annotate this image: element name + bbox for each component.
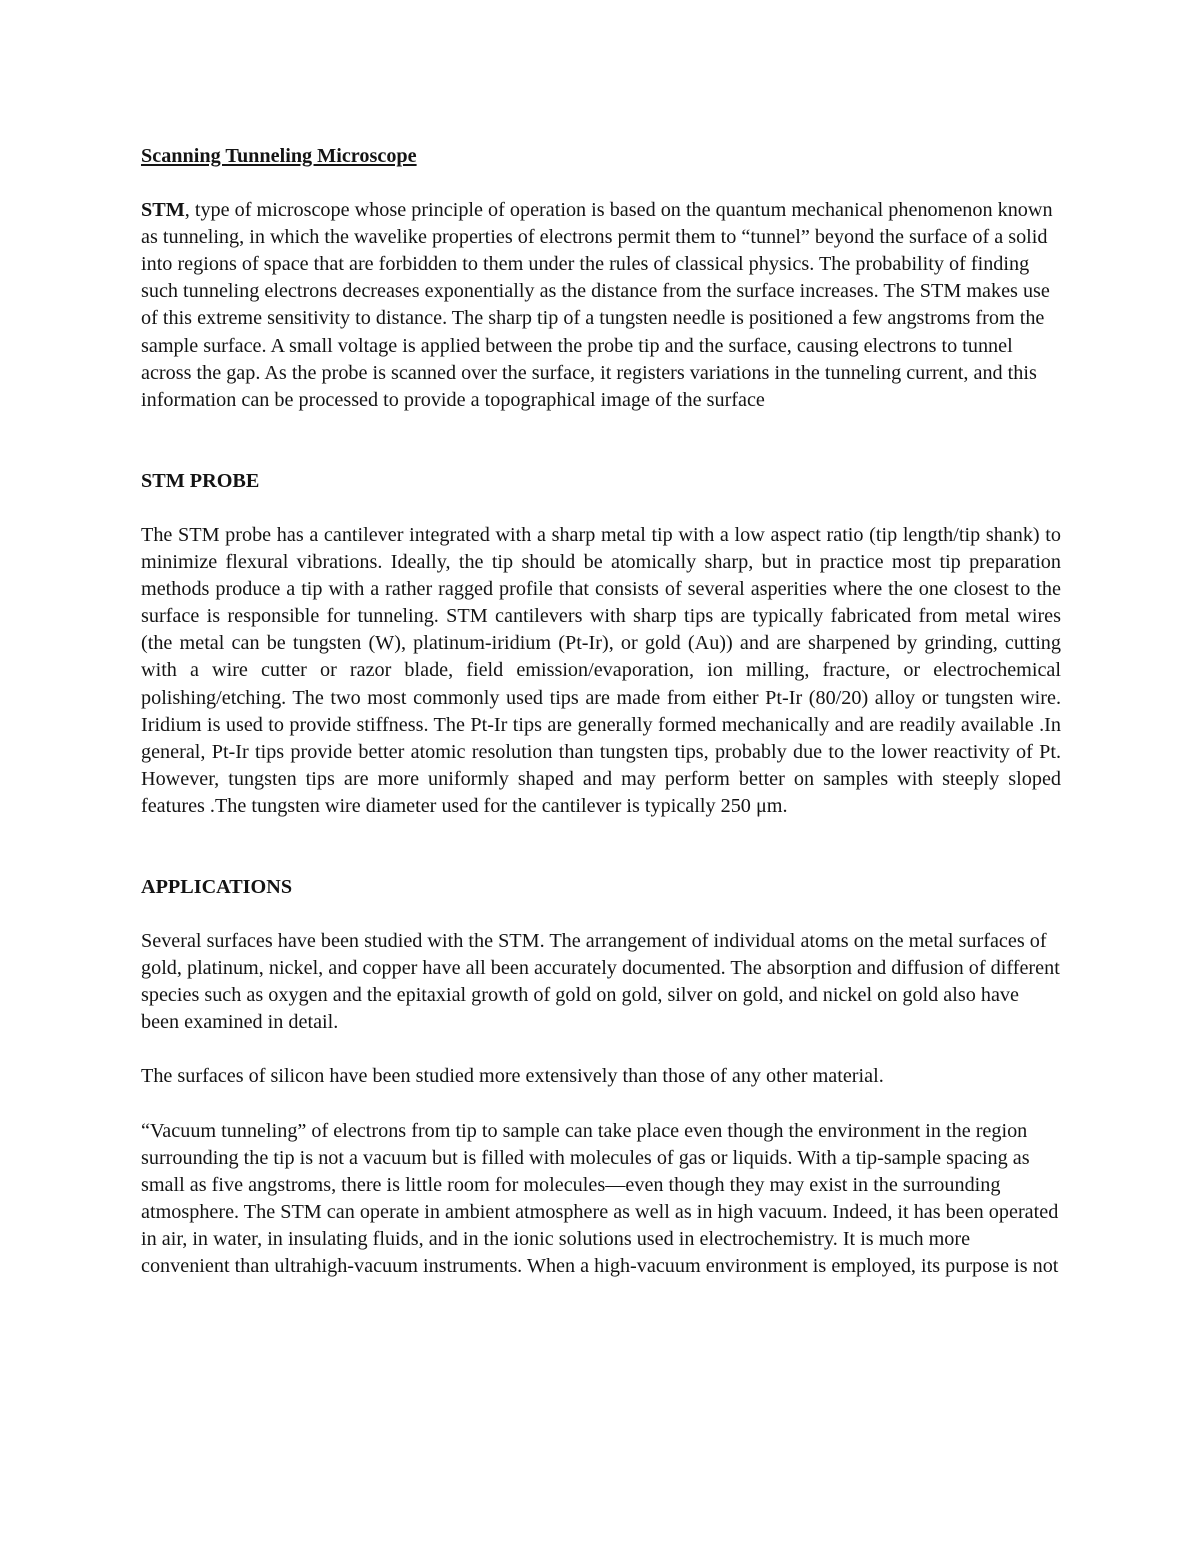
spacer [141,495,1061,522]
section-heading-applications: APPLICATIONS [141,875,293,898]
intro-paragraph [141,197,1061,414]
intro-text: , type of microscope whose principle of operation is based on the quantum mechanical phenomenon known as tunneling, in which the wavelike properties of electrons permit them to “tunnel” beyond the surface of a solid into regions of space that are forbidden to them under the rules of classical physics. The probability of finding such tunneling electrons decreases exponentially as the distance from the surface increases. The STM makes use of this extreme sensitivity to distance. The sharp tip of a tungsten needle is positioned a few angstroms from the sample surface. A small voltage is applied between the probe tip and the surface, causing electrons to tunnel across the gap. As the probe is scanned over the surface, it registers variations in the tunneling current, and this information can be processed to provide a topographical image of the surface [141,199,1053,411]
probe-paragraph: The STM probe has a cantilever integrated with a sharp metal tip with a low aspect ratio (tip length/tip shank) to minimize flexural vibrations. Ideally, the tip should be atomically sharp, but in practice most tip preparation methods produce a tip with a rather ragged profile that consists of several asperities where the one closest to the surface is responsible for tunneling. STM cantilevers with sharp tips are typically fabricated from metal wires (the metal can be tungsten (W), platinum-iridium (Pt-Ir), or gold (Au)) and are sharpened by grinding, cutting with a wire cutter or razor blade, field emission/evaporation, ion milling, fracture, or electrochemical polishing/etching. The two most commonly used tips are made from either Pt-Ir (80/20) alloy or tungsten wire. Iridium is used to provide stiffness. The Pt-Ir tips are generally formed mechanically and are readily available .In general, Pt-Ir tips provide better atomic resolution than tungsten tips, probably due to the lower reactivity of Pt. However, tungsten tips are more uniformly shaped and may perform better on samples with steeply sloped features .The tungsten wire diameter used for the cantilever is typically 250 μm. [141,523,1061,817]
spacer [141,820,1061,874]
applications-paragraph-1: Several surfaces have been studied with the STM. The arrangement of individual atoms on the metal surfaces of gold, platinum, nickel, and copper have all been accurately documented. The absorption and diffusion of different species such as oxygen and the epitaxial growth of gold on gold, silver on gold, and nickel on gold also have been examined in detail. [141,930,1060,1034]
section-heading-stm-probe: STM PROBE [141,469,260,492]
spacer [141,1091,1061,1118]
applications-paragraph-2: The surfaces of silicon have been studied more extensively than those of any other material. [141,1065,884,1088]
spacer [141,901,1061,928]
spacer [141,414,1061,468]
spacer [141,170,1061,197]
document-title: Scanning Tunneling Microscope [141,145,417,167]
document-page [141,143,1061,1280]
intro-lead-term: STM [141,199,185,222]
spacer [141,1036,1061,1063]
applications-paragraph-3: “Vacuum tunneling” of electrons from tip to sample can take place even though the environment in the region surrounding the tip is not a vacuum but is filled with molecules of gas or liquids. With a tip-sample spacing as small as five angstroms, there is little room for molecules—even though they may exist in the surrounding atmosphere. The STM can operate in ambient atmosphere as well as in high vacuum. Indeed, it has been operated in air, in water, in insulating fluids, and in the ionic solutions used in electrochemistry. It is much more convenient than ultrahigh-vacuum instruments. When a high-vacuum environment is employed, its purpose is not [141,1119,1059,1277]
